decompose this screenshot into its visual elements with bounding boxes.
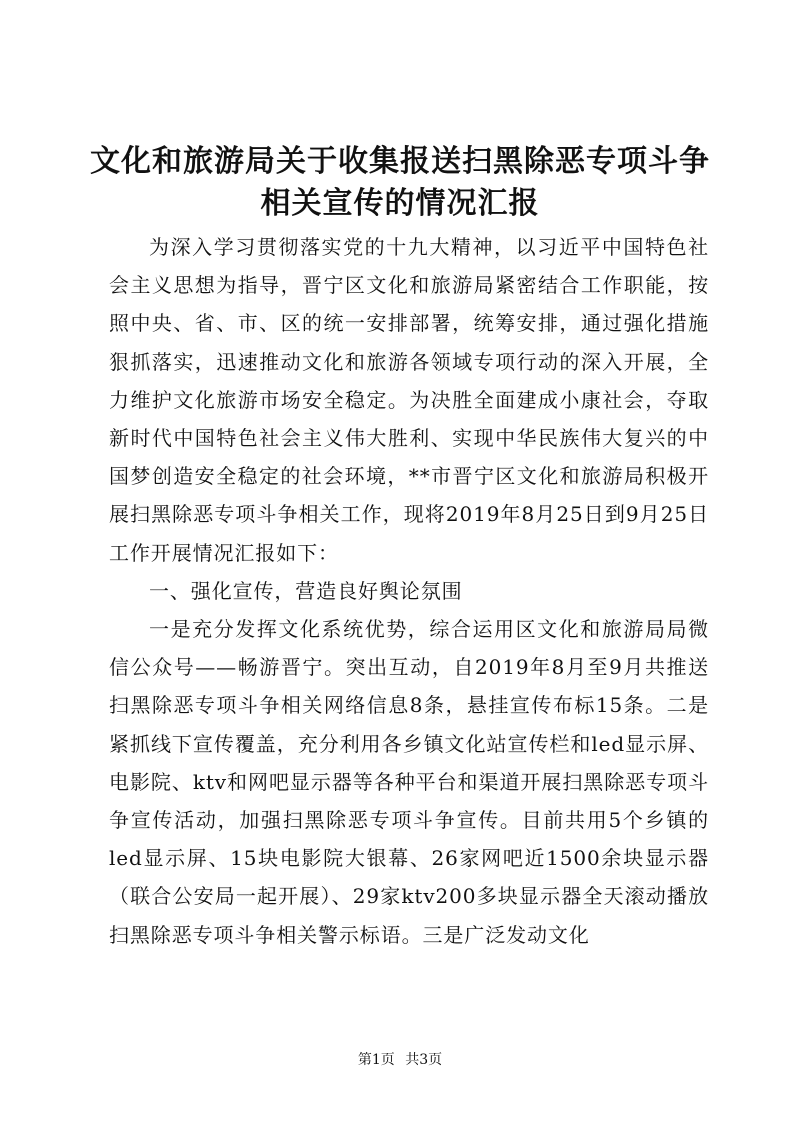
paragraph-intro: 为深入学习贯彻落实党的十九大精神，以习近平中国特色社会主义思想为指导，晋宁区文化和旅游局紧密结合工作职能，按照中央、省、市、区的统一安排部署，统筹安排，通过强化措施狠抓落实，迅速推动文化和旅游各领域专项行动的深入开展，全力维护文化旅游市场安全稳定。为决胜全面建成小康社会，夺取新时代中国特色社会主义伟大胜利、实现中华民族伟大复兴的中国梦创造安全稳定的社会环境，**市晋宁区文化和旅游局积极开展扫黑除恶专项斗争相关工作，现将2019年8月25日到9月25日工作开展情况汇报如下： [109, 235, 709, 565]
document-body [109, 228, 709, 954]
page-footer [0, 1050, 800, 1070]
document-title-line-2: 相关宣传的情况汇报 [260, 186, 540, 221]
paragraph-section-1: 一是充分发挥文化系统优势，综合运用区文化和旅游局局微信公众号——畅游晋宁。突出互动，自2019年8月至9月共推送扫黑除恶专项斗争相关网络信息8条，悬挂宣传布标15条。二是紧抓线下宣传覆盖，充分利用各乡镇文化站宣传栏和led显示屏、电影院、ktv和网吧显示器等各种平台和渠道开展扫黑除恶专项斗争宣传活动，加强扫黑除恶专项斗争宣传。目前共用5个乡镇的led显示屏、15块电影院大银幕、26家网吧近1500余块显示器（联合公安局一起开展）、29家ktv200多块显示器全天滚动播放扫黑除恶专项斗争相关警示标语。三是广泛发动文化 [109, 617, 709, 947]
page-number: 第1页 [357, 1052, 395, 1068]
section-heading: 一、强化宣传，营造良好舆论氛围 [149, 578, 463, 603]
document-title-line-1: 文化和旅游局关于收集报送扫黑除恶专项斗争 [90, 144, 710, 179]
page-total: 共3页 [405, 1052, 443, 1068]
